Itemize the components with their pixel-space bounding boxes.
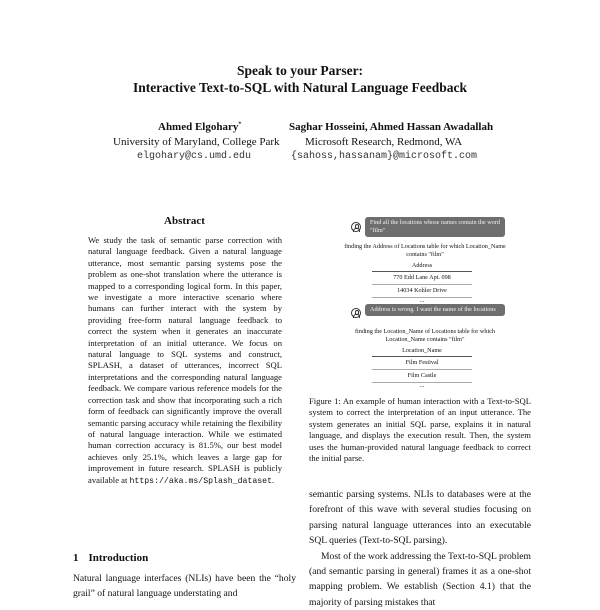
result-table-2 [372, 347, 472, 388]
paragraph: semantic parsing systems. NLIs to databases were at the forefront of this wave with several studies focusing on parsing natural language utterances into an executable SQL queries (Text-to-SQL parsing). [309, 489, 531, 547]
user-icon [351, 308, 361, 318]
table-row: Film Festival [372, 357, 472, 370]
table-header: Address [372, 262, 472, 272]
user-icon [351, 222, 361, 232]
user-utterance-bubble: Find all the locations whose names contain the word "film" [365, 217, 505, 237]
paper-title-line1: Speak to your Parser: [236, 63, 364, 78]
table-more: ... [419, 382, 425, 389]
paper-title-line2: Interactive Text-to-SQL with Natural Language Feedback [132, 80, 468, 95]
sql-explanation-1: finding the Address of Locations table for which Location_Name contains "film" [344, 243, 506, 258]
user-feedback-bubble: Address is wrong. I want the name of the locations [365, 304, 505, 316]
right-column-text [309, 487, 531, 610]
abstract-heading: Abstract [164, 215, 205, 227]
result-table-1 [372, 262, 472, 303]
intro-paragraph: Natural language interfaces (NLIs) have been the “holy grail” of natural language understating and [73, 573, 296, 599]
abstract-body: We study the task of semantic parse correction with natural language feedback. Given a natural language utterance, most semantic parsing systems pose the problem as one-shot translation where the utterance is mapped to a corresponding logical form. In this paper, we investigate a more interactive scenario where humans can further interact with the system by providing free-form natural language feedback to correct the system when it generates an inaccurate interpretation of an initial utterance. We focus on natural language to SQL systems and construct, SPLASH, a dataset of utterances, incorrect SQL interpretations and the corresponding natural language feedback. We compare various reference models for the correction task and show that incorporating such a rich form of feedback can significantly improve the overall semantic parsing accuracy while retaining the flexibility of natural language interaction. While we estimated human correction accuracy is 81.5%, our best model achieves only 25.1%, which leaves a large gap for improvement in future research. SPLASH is publicly available at https://aka.ms/Splash_dataset. [88, 235, 282, 486]
section-heading-introduction: 1 Introduction [73, 552, 149, 564]
table-header: Location_Name [372, 347, 472, 357]
author-2-name: Saghar Hosseini, Ahmed Hassan Awadallah [289, 121, 494, 133]
author-1-affiliation: University of Maryland, College Park [113, 136, 280, 148]
splash-name: SPLASH [208, 463, 240, 474]
author-2-affiliation: Microsoft Research, Redmond, WA [305, 136, 463, 148]
dataset-link[interactable]: https://aka.ms/Splash_dataset [129, 476, 273, 486]
author-1-name: Ahmed Elgohary* [158, 121, 242, 133]
author-2-email: {sahoss,hassanam}@microsoft.com [291, 151, 478, 162]
table-more: ... [419, 297, 425, 304]
figure-1-caption: Figure 1: An example of human interaction with a Text-to-SQL system to correct the interpretation of an input utterance. The system generates an initial SQL parse, explains it in natural language, and displays the execution result. Then, the system uses the human-provided natural language feedback to correct the initial parse. [309, 396, 531, 464]
splash-name: SPLASH [88, 360, 120, 371]
author-1-email: elgohary@cs.umd.edu [137, 151, 252, 162]
table-row: Film Castle [372, 370, 472, 383]
table-row: 14034 Kohler Drive [372, 285, 472, 298]
table-row: 770 Edd Lane Apt. 098 [372, 272, 472, 285]
sql-explanation-2: finding the Location_Name of Locations table for which Location_Name contains "film" [354, 328, 496, 343]
figure-1 [335, 215, 511, 390]
paragraph: Most of the work addressing the Text-to-SQL problem (and semantic parsing in general) frames it as a one-shot mapping problem. We establish (Section 4.1) that the majority of parsing mistakes that [309, 550, 531, 608]
